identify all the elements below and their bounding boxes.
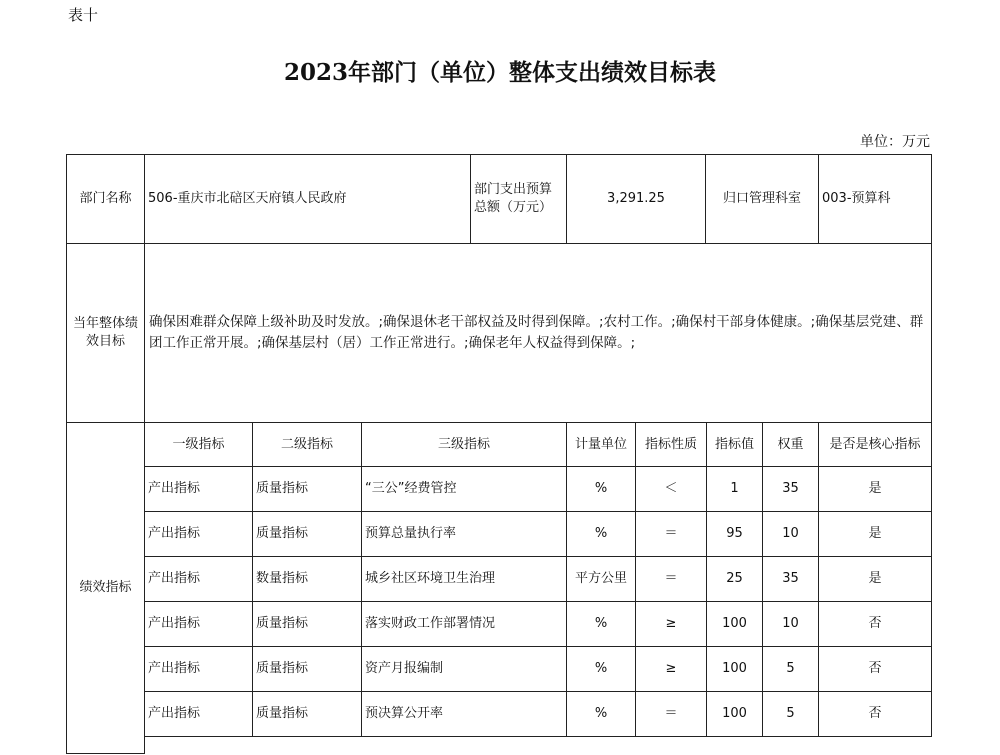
table-row-3-level1: 产出指标 xyxy=(144,556,253,602)
table-row-4-level2: 质量指标 xyxy=(252,601,362,647)
indicators-label: 绩效指标 xyxy=(66,422,145,754)
table-row-1-value: 1 xyxy=(706,466,763,512)
table-row-4-weight: 10 xyxy=(762,601,819,647)
table-row-5-unit: % xyxy=(566,646,636,692)
table-row-1-level3: “三公”经费管控 xyxy=(361,466,567,512)
goal-label: 当年整体绩效目标 xyxy=(66,243,145,423)
table-row-1-unit: % xyxy=(566,466,636,512)
table-row-2-unit: % xyxy=(566,511,636,557)
header-unit: 计量单位 xyxy=(566,422,636,467)
table-row-4-nature: ≥ xyxy=(635,601,707,647)
header-weight: 权重 xyxy=(762,422,819,467)
table-row-5-core: 否 xyxy=(818,646,932,692)
table-row-1-weight: 35 xyxy=(762,466,819,512)
header-value: 指标值 xyxy=(706,422,763,467)
table-row-6-core: 否 xyxy=(818,691,932,737)
budget-value: 3,291.25 xyxy=(566,154,706,244)
table-row-2-level2: 质量指标 xyxy=(252,511,362,557)
table-row-3-level2: 数量指标 xyxy=(252,556,362,602)
page-title: 2023年部门（单位）整体支出绩效目标表 xyxy=(283,59,716,86)
office-label: 归口管理科室 xyxy=(705,154,819,244)
table-row-3-nature: ＝ xyxy=(635,556,707,602)
table-row-2-core: 是 xyxy=(818,511,932,557)
table-row-4-unit: % xyxy=(566,601,636,647)
table-row-1-core: 是 xyxy=(818,466,932,512)
table-row-6-level3: 预决算公开率 xyxy=(361,691,567,737)
performance-table xyxy=(67,155,933,755)
table-row-3-unit: 平方公里 xyxy=(566,556,636,602)
table-row-4-core: 否 xyxy=(818,601,932,647)
table-row-1-level1: 产出指标 xyxy=(144,466,253,512)
table-row-3-core: 是 xyxy=(818,556,932,602)
table-row-3-value: 25 xyxy=(706,556,763,602)
header-nature: 指标性质 xyxy=(635,422,707,467)
table-row-6-value: 100 xyxy=(706,691,763,737)
table-row-1-nature: ＜ xyxy=(635,466,707,512)
table-row-2-value: 95 xyxy=(706,511,763,557)
office-value: 003-预算科 xyxy=(818,154,932,244)
dept-name-label: 部门名称 xyxy=(66,154,145,244)
table-row-2-level1: 产出指标 xyxy=(144,511,253,557)
table-row-6-unit: % xyxy=(566,691,636,737)
header-level2: 二级指标 xyxy=(252,422,362,467)
table-row-5-level2: 质量指标 xyxy=(252,646,362,692)
header-level3: 三级指标 xyxy=(361,422,567,467)
dept-name-value: 506-重庆市北碚区天府镇人民政府 xyxy=(144,154,471,244)
table-row-6-level2: 质量指标 xyxy=(252,691,362,737)
table-row-5-level3: 资产月报编制 xyxy=(361,646,567,692)
table-row-2-level3: 预算总量执行率 xyxy=(361,511,567,557)
goal-text: 确保困难群众保障上级补助及时发放。;确保退休老干部权益及时得到保障。;农村工作。;确保村干部身体健康。;确保基层党建、群团工作正常开展。;确保基层村（居）工作正常进行。;确保老年人权益得到保障。; xyxy=(144,243,932,423)
table-row-5-value: 100 xyxy=(706,646,763,692)
header-core: 是否是核心指标 xyxy=(818,422,932,467)
table-row-2-weight: 10 xyxy=(762,511,819,557)
table-row-2-nature: ＝ xyxy=(635,511,707,557)
table-row-5-level1: 产出指标 xyxy=(144,646,253,692)
table-row-6-nature: ＝ xyxy=(635,691,707,737)
table-row-6-level1: 产出指标 xyxy=(144,691,253,737)
table-row-4-value: 100 xyxy=(706,601,763,647)
table-row-3-weight: 35 xyxy=(762,556,819,602)
table-row-1-level2: 质量指标 xyxy=(252,466,362,512)
table-row-5-weight: 5 xyxy=(762,646,819,692)
table-row-5-nature: ≥ xyxy=(635,646,707,692)
budget-label: 部门支出预算总额（万元） xyxy=(470,154,567,244)
header-level1: 一级指标 xyxy=(144,422,253,467)
table-row-4-level3: 落实财政工作部署情况 xyxy=(361,601,567,647)
table-row-6-weight: 5 xyxy=(762,691,819,737)
table-row-3-level3: 城乡社区环境卫生治理 xyxy=(361,556,567,602)
table-row-4-level1: 产出指标 xyxy=(144,601,253,647)
unit-label: 单位：万元 xyxy=(860,134,930,150)
table-label: 表十 xyxy=(68,6,99,24)
